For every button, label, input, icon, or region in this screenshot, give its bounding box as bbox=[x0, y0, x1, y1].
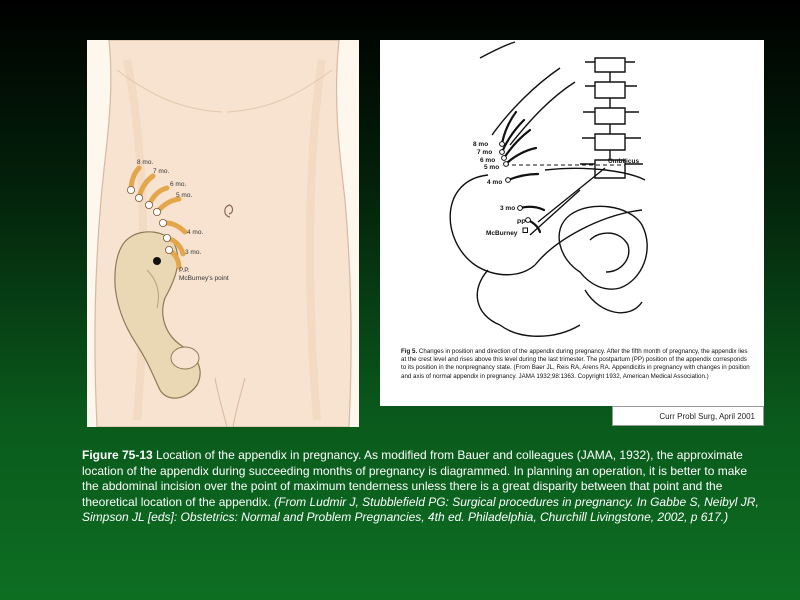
node-6mo bbox=[145, 201, 152, 208]
r-label-pp: PP bbox=[517, 219, 526, 226]
label-6mo: 6 mo. bbox=[170, 181, 187, 188]
r-label-5mo: 5 mo bbox=[484, 164, 500, 171]
r-label-4mo: 4 mo bbox=[487, 179, 503, 186]
label-4mo: 4 mo. bbox=[187, 229, 204, 236]
node-7mo bbox=[135, 194, 142, 201]
label-pp: P.P. bbox=[179, 267, 190, 274]
fig5-caption-text: Changes in position and direction of the appendix during pregnancy. After the fifth month of pregnancy, the appendix lies at the crest level and rises above this level during the last trimester. The postpartum (PP) position of the appendix corresponds to its position in the nonpregnancy state. (From Baer JL, Reis RA, Arens RA. Appendicitis in pregnancy with changes in position and axis of normal appendix in pregnancy. JAMA 1932;98:1363. Copyright 1932, American Medical Association.) bbox=[401, 348, 750, 380]
line-drawing-panel bbox=[380, 40, 764, 406]
torso-illustration-panel bbox=[87, 40, 359, 427]
mcburney-point-marker bbox=[523, 228, 528, 233]
r-label-mcburney: McBurney bbox=[486, 230, 518, 237]
r-label-3mo: 3 mo bbox=[500, 205, 516, 212]
node-5mo bbox=[153, 208, 160, 215]
fig5-caption-title: Fig 5. bbox=[401, 348, 418, 355]
label-8mo: 8 mo. bbox=[137, 159, 154, 166]
figure-caption bbox=[82, 448, 762, 526]
figure-caption-citation: (From Ludmir J, Stubblefield PG: Surgical procedures in pregnancy. In Gabbe S, Neibyl JR, Simpson JL [eds]: Obstetrics: Normal and Problem Pregnancies, 4th ed. Philadelphia, Churchill Livingstone, 2002, p 617.) bbox=[82, 494, 759, 524]
node-pp bbox=[165, 246, 172, 253]
r-label-umbilicus: Umbilicus bbox=[608, 158, 640, 165]
label-mcburney: McBurney's point bbox=[179, 275, 229, 282]
label-5mo: 5 mo. bbox=[176, 192, 193, 199]
mcburney-point-dot bbox=[153, 257, 161, 265]
source-label bbox=[612, 406, 764, 426]
label-7mo: 7 mo. bbox=[153, 168, 170, 175]
node-3mo bbox=[163, 234, 170, 241]
node-8mo bbox=[127, 186, 134, 193]
label-3mo: 3 mo. bbox=[185, 249, 202, 256]
obturator-foramen bbox=[171, 347, 199, 369]
figure-caption-text: Location of the appendix in pregnancy. As modified from Bauer and colleagues (JAMA, 1932), the approximate location of the appendix during succeeding months of pregnancy is diagrammed. In planning an operation, it is better to make the abdominal incision over the point of maximum tenderness unless there is a great disparity between that point and the theoretical location of the appendix. bbox=[82, 448, 748, 509]
figure-caption-title: Figure 75-13 bbox=[82, 448, 153, 462]
node-4mo bbox=[159, 219, 166, 226]
r-label-8mo: 8 mo bbox=[473, 141, 489, 148]
line-drawing bbox=[380, 40, 764, 340]
source-label-text: Curr Probl Surg, April 2001 bbox=[659, 411, 755, 421]
fig5-caption bbox=[401, 348, 751, 381]
torso-illustration bbox=[87, 40, 359, 427]
r-label-7mo: 7 mo bbox=[477, 149, 493, 156]
r-label-6mo: 6 mo bbox=[480, 157, 496, 164]
